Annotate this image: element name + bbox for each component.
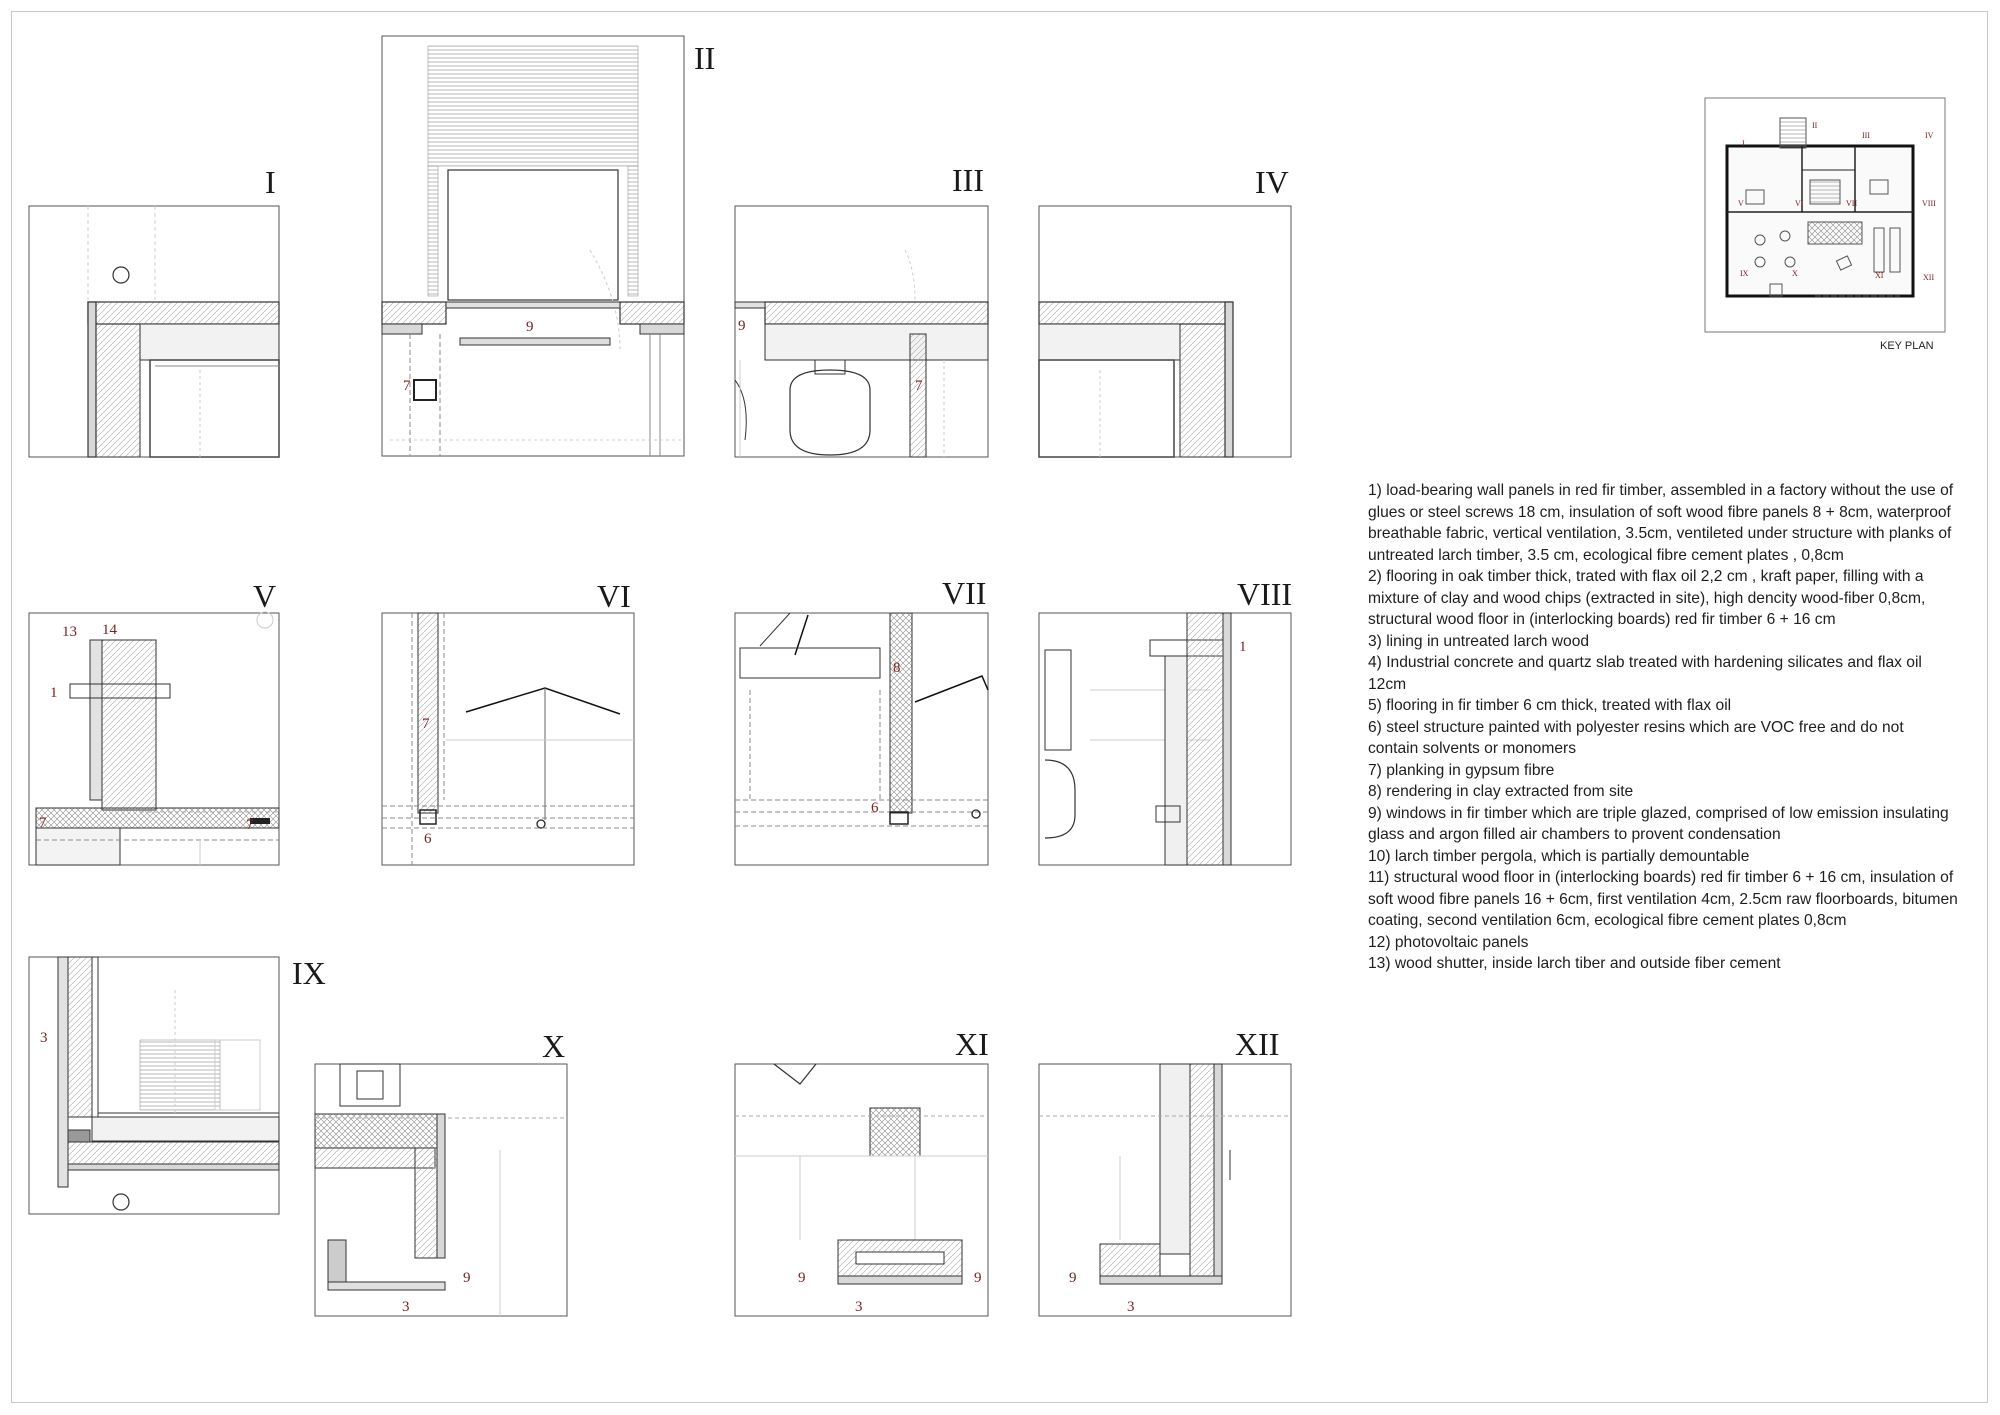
- key-plan-label-IV: IV: [1925, 131, 1934, 140]
- callout-II-7: 7: [403, 378, 411, 394]
- detail-title-X: X: [542, 1028, 566, 1064]
- detail-VIII: [1039, 613, 1291, 865]
- detail-XII: [1039, 1064, 1291, 1316]
- detail-title-III: III: [952, 162, 984, 198]
- detail-V: [29, 612, 279, 865]
- callout-X-9: 9: [463, 1270, 471, 1286]
- key-plan-caption: KEY PLAN: [1880, 340, 1934, 352]
- detail-title-I: I: [265, 164, 276, 200]
- key-plan: [1705, 98, 1945, 332]
- detail-II: [382, 36, 684, 456]
- callout-III-7: 7: [915, 378, 923, 394]
- callout-XII-3: 3: [1127, 1299, 1135, 1315]
- detail-title-XI: XI: [955, 1026, 989, 1062]
- note-item: 8) rendering in clay extracted from site: [1368, 783, 1634, 800]
- callout-VII-6: 6: [871, 800, 879, 816]
- note-item: 1) load-bearing wall panels in red fir timber, assembled in a factory without the use of glues or steel screws 18 cm, insulation of soft wood fibre panels 8 + 8cm, waterproof breathable fabric, vertical ventilation, 3.5cm, ventileted under structure with planks of untreated larch timber, 3.5 cm, ecological fibre cement plates , 0,8cm: [1368, 482, 1954, 564]
- key-plan-label-X: X: [1792, 269, 1798, 278]
- callout-V-14: 14: [102, 622, 117, 638]
- callout-XI-9a: 9: [798, 1270, 806, 1286]
- key-plan-label-VIII: VIII: [1922, 199, 1936, 208]
- note-item: 9) windows in fir timber which are triple glazed, comprised of low emission insulating glass and argon filled air chambers to provent condensation: [1368, 804, 1949, 843]
- detail-title-VIII: VIII: [1237, 576, 1293, 612]
- key-plan-label-XI: XI: [1875, 271, 1884, 280]
- callout-V-13: 13: [62, 624, 77, 640]
- callout-V-7a: 7: [39, 815, 47, 831]
- detail-III: [735, 206, 988, 457]
- key-plan-label-V: V: [1738, 199, 1744, 208]
- detail-IX: [29, 957, 279, 1214]
- note-item: 2) flooring in oak timber thick, trated with flax oil 2,2 cm , kraft paper, filling with a mixture of clay and wood chips (extracted in site), high dencity wood-fiber 0,8cm, structural wood floor in (interlocking boards) red fir timber 6 + 16 cm: [1368, 568, 1926, 628]
- note-item: 13) wood shutter, inside larch tiber and outside fiber cement: [1368, 955, 1781, 972]
- callout-XI-9b: 9: [974, 1270, 982, 1286]
- detail-title-II: II: [694, 40, 716, 76]
- note-item: 11) structural wood floor in (interlocking boards) red fir timber 6 + 16 cm, insulation of soft wood fibre panels 16 + 6cm, first ventilation 4cm, 2.5cm raw floorboards, bitumen coating, second ventilation 6cm, ecological fibre cement plates 0,8cm: [1368, 869, 1958, 929]
- note-item: 4) Industrial concrete and quartz slab treated with hardening silicates and flax oil 12cm: [1368, 654, 1922, 693]
- detail-XI: [735, 1064, 988, 1316]
- specification-notes: [1368, 480, 1958, 975]
- detail-X: [315, 1064, 567, 1316]
- detail-title-V: V: [253, 578, 277, 614]
- callout-IX-3: 3: [40, 1030, 48, 1046]
- callout-V-1: 1: [50, 685, 58, 701]
- key-plan-label-VII: VII: [1846, 199, 1858, 208]
- key-plan-label-I: I: [1742, 139, 1745, 148]
- note-item: 12) photovoltaic panels: [1368, 933, 1529, 951]
- callout-III-9: 9: [738, 318, 746, 334]
- callout-VII-8: 8: [893, 660, 901, 676]
- key-plan-label-VI: VI: [1795, 199, 1804, 208]
- detail-title-IX: IX: [292, 955, 326, 991]
- detail-title-IV: IV: [1255, 164, 1289, 200]
- callout-VI-7: 7: [422, 716, 430, 732]
- key-plan-label-XII: XII: [1923, 273, 1935, 282]
- callout-II-9: 9: [526, 319, 534, 335]
- callout-V-7b: 7: [246, 817, 254, 833]
- key-plan-label-II: II: [1812, 121, 1818, 130]
- detail-VII: [735, 613, 988, 865]
- note-item: 10) larch timber pergola, which is partially demountable: [1368, 847, 1750, 865]
- detail-VI: [382, 613, 634, 865]
- detail-title-XII: XII: [1235, 1026, 1280, 1062]
- note-item: 5) flooring in fir timber 6 cm thick, treated with flax oil: [1368, 697, 1732, 714]
- callout-XII-9: 9: [1069, 1270, 1077, 1286]
- callout-VIII-1: 1: [1239, 639, 1247, 655]
- key-plan-label-III: III: [1862, 131, 1870, 140]
- note-item: 6) steel structure painted with polyester resins which are VOC free and do not contain solvents or monomers: [1368, 718, 1904, 757]
- detail-I: [29, 206, 279, 457]
- callout-X-3: 3: [402, 1299, 410, 1315]
- note-item: 7) planking in gypsum fibre: [1368, 761, 1555, 779]
- note-item: 3) lining in untreated larch wood: [1368, 632, 1590, 650]
- detail-title-VI: VI: [597, 578, 631, 614]
- detail-IV: [1039, 206, 1291, 457]
- callout-VI-6: 6: [424, 831, 432, 847]
- key-plan-label-IX: IX: [1740, 269, 1749, 278]
- detail-title-VII: VII: [942, 575, 987, 611]
- callout-XI-3: 3: [855, 1299, 863, 1315]
